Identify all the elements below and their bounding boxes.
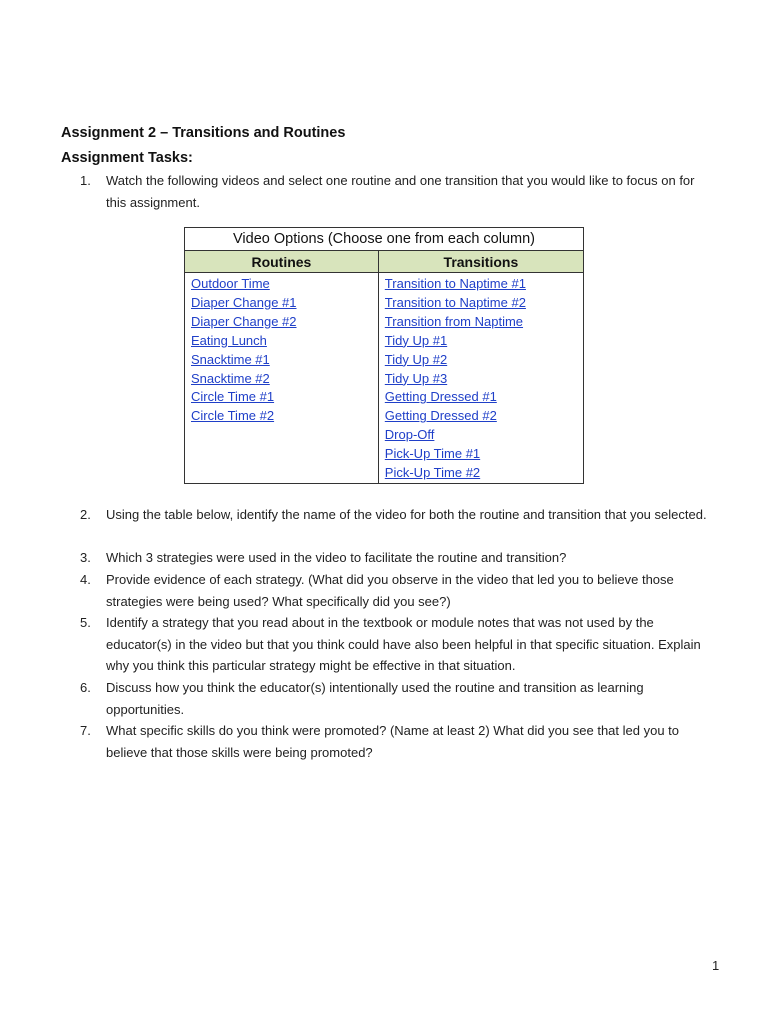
task-text: Which 3 strategies were used in the video to facilitate the routine and transition? <box>106 550 567 565</box>
routine-link-eating-lunch[interactable]: Eating Lunch <box>191 332 267 348</box>
task-text: Provide evidence of each strategy. (What did you observe in the video that led you to believe those strategies were being used? What specifically did you see?) <box>106 572 674 609</box>
task-item <box>80 170 710 213</box>
task-item <box>80 504 710 526</box>
transition-link-to-naptime-2[interactable]: Transition to Naptime #2 <box>384 294 526 310</box>
task-number: 3. <box>80 550 91 565</box>
transition-link-getting-dressed-2[interactable]: Getting Dressed #2 <box>384 408 497 424</box>
transition-link-from-naptime[interactable]: Transition from Naptime <box>384 313 524 329</box>
task-item <box>80 569 710 612</box>
routine-link-outdoor-time[interactable]: Outdoor Time <box>191 276 270 291</box>
task-item <box>80 677 710 720</box>
task-item <box>80 612 710 677</box>
transition-link-drop-off[interactable]: Drop-Off <box>384 427 435 443</box>
task-number: 7. <box>80 723 91 738</box>
routine-link-snacktime-1[interactable]: Snacktime #1 <box>191 351 270 367</box>
task-number: 4. <box>80 572 91 587</box>
routine-link-circle-time-2[interactable]: Circle Time #2 <box>191 408 275 424</box>
transition-link-tidy-up-2[interactable]: Tidy Up #2 <box>384 351 448 367</box>
transition-link-getting-dressed-1[interactable]: Getting Dressed #1 <box>384 389 497 405</box>
task-number: 5. <box>80 615 91 630</box>
transition-link-tidy-up-3[interactable]: Tidy Up #3 <box>384 370 448 386</box>
task-number: 6. <box>80 680 91 695</box>
routine-link-snacktime-2[interactable]: Snacktime #2 <box>191 370 270 386</box>
transition-link-to-naptime-1[interactable]: Transition to Naptime #1 <box>384 276 526 291</box>
video-options-heading: Video Options (Choose one from each column) <box>185 228 584 251</box>
task-number: 2. <box>80 507 91 522</box>
task-item <box>80 720 710 763</box>
routine-link-circle-time-1[interactable]: Circle Time #1 <box>191 389 275 405</box>
transition-link-pick-up-time-2[interactable]: Pick-Up Time #2 <box>384 465 481 481</box>
transitions-list <box>378 273 583 484</box>
transitions-column-header: Transitions <box>378 251 583 273</box>
routine-link-diaper-change-2[interactable]: Diaper Change #2 <box>191 313 297 329</box>
task-text: What specific skills do you think were promoted? (Name at least 2) What did you see that led you to believe that those skills were being promoted? <box>106 723 679 760</box>
task-text: Using the table below, identify the name of the video for both the routine and transition that you selected. <box>106 507 707 522</box>
routines-column-header: Routines <box>185 251 379 273</box>
task-item <box>80 547 710 569</box>
assignment-tasks-heading: Assignment Tasks: <box>61 150 193 166</box>
task-number: 1. <box>80 173 91 188</box>
task-text: Watch the following videos and select one routine and one transition that you would like to focus on for this assignment. <box>106 173 695 210</box>
task-text: Discuss how you think the educator(s) intentionally used the routine and transition as learning opportunities. <box>106 680 644 717</box>
video-options-table <box>184 227 584 484</box>
assignment-title: Assignment 2 – Transitions and Routines <box>61 125 346 141</box>
routines-list <box>185 273 379 484</box>
task-text: Identify a strategy that you read about in the textbook or module notes that was not used by the educator(s) in the video but that you think could have also been helpful in that specific situation. Explain why you think this particular strategy might be effective in that situation. <box>106 615 701 674</box>
page-number: 1 <box>712 958 720 973</box>
routine-link-diaper-change-1[interactable]: Diaper Change #1 <box>191 294 297 310</box>
transition-link-pick-up-time-1[interactable]: Pick-Up Time #1 <box>384 446 481 462</box>
transition-link-tidy-up-1[interactable]: Tidy Up #1 <box>384 332 448 348</box>
